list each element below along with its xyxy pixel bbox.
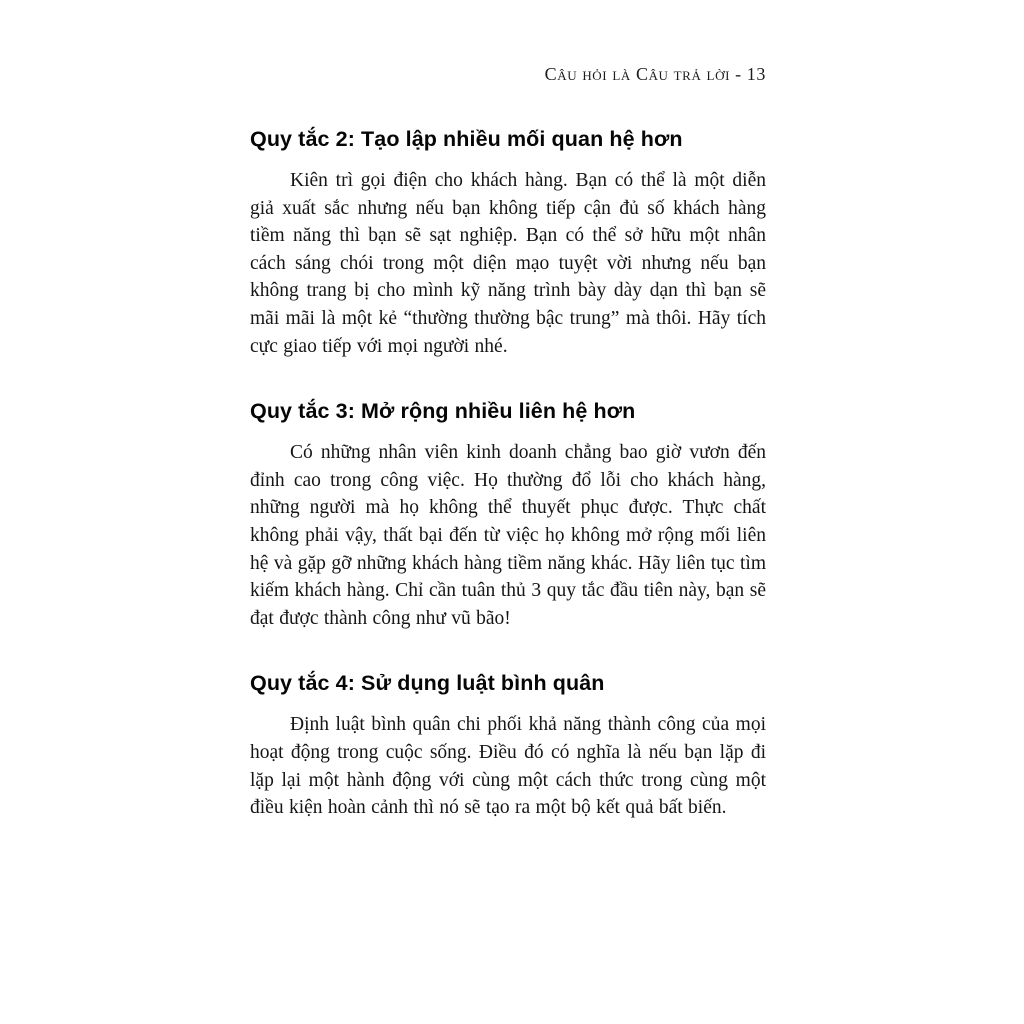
section-body-rule-2: Kiên trì gọi điện cho khách hàng. Bạn có thể là một diễn giả xuất sắc nhưng nếu bạn không tiếp cận đủ số khách hàng tiềm năng thì bạn sẽ sạt nghiệp. Bạn có thể sở hữu một nhân cách sáng chói trong một diện mạo tuyệt vời nhưng nếu bạn không trang bị cho mình kỹ năng trình bày dày dạn thì bạn sẽ mãi mãi là một kẻ “thường thường bậc trung” mà thôi. Hãy tích cực giao tiếp với mọi người nhé. <box>250 170 766 357</box>
section-rule-3 <box>250 398 766 632</box>
page-content <box>250 126 766 860</box>
section-body-rule-3: Có những nhân viên kinh doanh chẳng bao giờ vươn đến đỉnh cao trong công việc. Họ thường đổ lỗi cho khách hàng, những người mà họ không thể thuyết phục được. Thực chất không phải vậy, thất bại đến từ việc họ không mở rộng mối liên hệ và gặp gỡ những khách hàng tiềm năng khác. Hãy liên tục tìm kiếm khách hàng. Chỉ cần tuân thủ 3 quy tắc đầu tiên này, bạn sẽ đạt được thành công như vũ bão! <box>250 442 766 629</box>
section-heading-rule-3: Quy tắc 3: Mở rộng nhiều liên hệ hơn <box>250 399 636 424</box>
section-heading-rule-2: Quy tắc 2: Tạo lập nhiều mối quan hệ hơn <box>250 127 683 151</box>
running-header: Câu hỏi là Câu trả lời - 13 <box>544 64 766 84</box>
section-heading-rule-4: Quy tắc 4: Sử dụng luật bình quân <box>250 671 605 696</box>
section-rule-4 <box>250 670 766 821</box>
section-rule-2 <box>250 126 766 360</box>
section-body-rule-4: Định luật bình quân chi phối khả năng thành công của mọi hoạt động trong cuộc sống. Điều đó có nghĩa là nếu bạn lặp đi lặp lại một hành động với cùng một cách thức trong cùng một điều kiện hoàn cảnh thì nó sẽ tạo ra một bộ kết quả bất biến. <box>250 714 766 819</box>
